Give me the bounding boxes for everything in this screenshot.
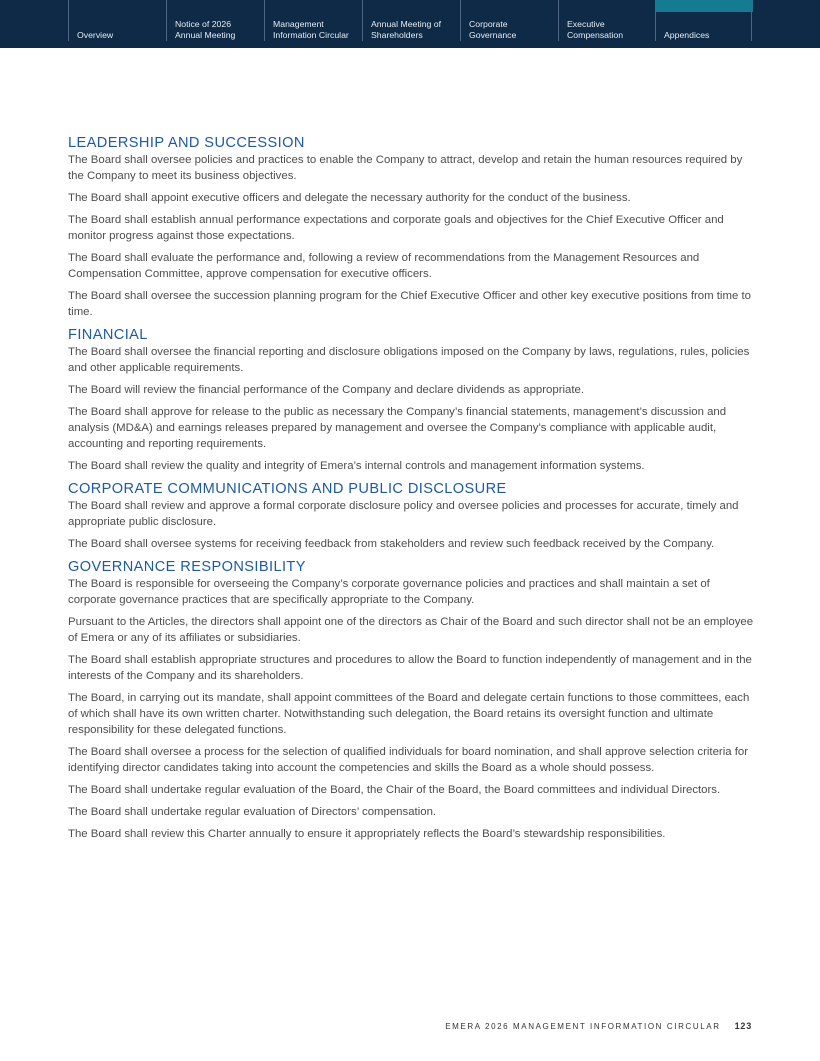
section-heading: GOVERNANCE RESPONSIBILITY — [68, 559, 306, 575]
page-number: 123 — [734, 1021, 752, 1031]
paragraph: The Board shall evaluate the performance and, following a review of recommendations from the Management Resources and Compensation Committee, approve compensation for executive officers. — [68, 252, 700, 280]
tab-executive-compensation[interactable] — [558, 0, 655, 41]
paragraph: The Board shall oversee the succession planning program for the Chief Executive Officer and other key executive positions from time to time. — [68, 290, 751, 318]
tab-annual-meeting-of-shareholders[interactable] — [362, 0, 460, 41]
paragraph: The Board, in carrying out its mandate, shall appoint committees of the Board and delegate certain functions to those committees, each of which shall have its own written charter. Notwithstanding such delegation, the Board retains its oversight function and ultimate responsibility for these delegated functions. — [68, 692, 750, 736]
tab-overview[interactable] — [68, 0, 166, 41]
paragraph: The Board shall establish appropriate structures and procedures to allow the Board to function independently of management and in the interests of the Company and its shareholders. — [68, 654, 752, 682]
paragraph: The Board shall appoint executive officers and delegate the necessary authority for the conduct of the business. — [68, 192, 631, 204]
section-financial — [68, 326, 758, 474]
paragraph: The Board shall oversee systems for receiving feedback from stakeholders and review such feedback received by the Company. — [68, 538, 715, 550]
paragraph: The Board is responsible for overseeing the Company’s corporate governance policies and practices and shall maintain a set of corporate governance practices that are specifically appropriate to the Company. — [68, 578, 710, 606]
paragraph: The Board shall review the quality and integrity of Emera’s internal controls and management information systems. — [68, 460, 645, 472]
paragraph: The Board shall establish annual performance expectations and corporate goals and objectives for the Chief Executive Officer and monitor progress against those expectations. — [68, 214, 724, 242]
tab-label: Corporate Governance — [469, 19, 517, 40]
paragraph: The Board shall oversee the financial reporting and disclosure obligations imposed on the Company by laws, regulations, rules, policies and other applicable requirements. — [68, 346, 750, 374]
section-heading: CORPORATE COMMUNICATIONS AND PUBLIC DISCLOSURE — [68, 481, 507, 497]
tab-label: Executive Compensation — [567, 19, 624, 40]
page-content — [68, 134, 758, 848]
tab-notice-of-annual-meeting[interactable] — [166, 0, 264, 41]
page-footer — [445, 1021, 752, 1031]
section-governance-responsibility — [68, 558, 758, 842]
paragraph: The Board shall approve for release to the public as necessary the Company’s financial statements, management’s discussion and analysis (MD&A) and earnings releases prepared by management and oversee the Company’s compliance with applicable audit, accounting and reporting requirements. — [68, 406, 727, 450]
top-navigation-bar — [0, 0, 820, 48]
tab-label: Overview — [77, 30, 114, 40]
tab-label: Annual Meeting of Shareholders — [371, 19, 442, 40]
paragraph: Pursuant to the Articles, the directors shall appoint one of the directors as Chair of the Board and such director shall not be an employee of Emera or any of its affiliates or subsidiaries. — [68, 616, 754, 644]
section-corporate-communications — [68, 480, 758, 552]
paragraph: The Board will review the financial performance of the Company and declare dividends as appropriate. — [68, 384, 585, 396]
section-heading: FINANCIAL — [68, 327, 148, 343]
tab-label: Appendices — [664, 30, 710, 40]
tab-management-information-circular[interactable] — [264, 0, 362, 41]
paragraph: The Board shall oversee a process for the selection of qualified individuals for board nomination, and shall approve selection criteria for identifying director candidates taking into account the competencies and skills the Board as a whole should possess. — [68, 746, 749, 774]
section-leadership-and-succession — [68, 134, 758, 320]
paragraph: The Board shall undertake regular evaluation of the Board, the Chair of the Board, the Board committees and individual Directors. — [68, 784, 721, 796]
tab-corporate-governance[interactable] — [460, 0, 558, 41]
paragraph: The Board shall undertake regular evaluation of Directors’ compensation. — [68, 806, 437, 818]
tab-label: Notice of 2026 Annual Meeting — [175, 19, 236, 40]
paragraph: The Board shall review and approve a formal corporate disclosure policy and oversee policies and processes for accurate, timely and appropriate public disclosure. — [68, 500, 739, 528]
footer-title: EMERA 2026 MANAGEMENT INFORMATION CIRCULAR — [445, 1022, 721, 1031]
paragraph: The Board shall oversee policies and practices to enable the Company to attract, develop and retain the human resources required by the Company to meet its business objectives. — [68, 154, 743, 182]
paragraph: The Board shall review this Charter annually to ensure it appropriately reflects the Board’s stewardship responsibilities. — [68, 828, 666, 840]
tab-label: Management Information Circular — [273, 19, 349, 40]
tab-appendices[interactable] — [655, 0, 752, 41]
section-heading: LEADERSHIP AND SUCCESSION — [68, 135, 305, 151]
